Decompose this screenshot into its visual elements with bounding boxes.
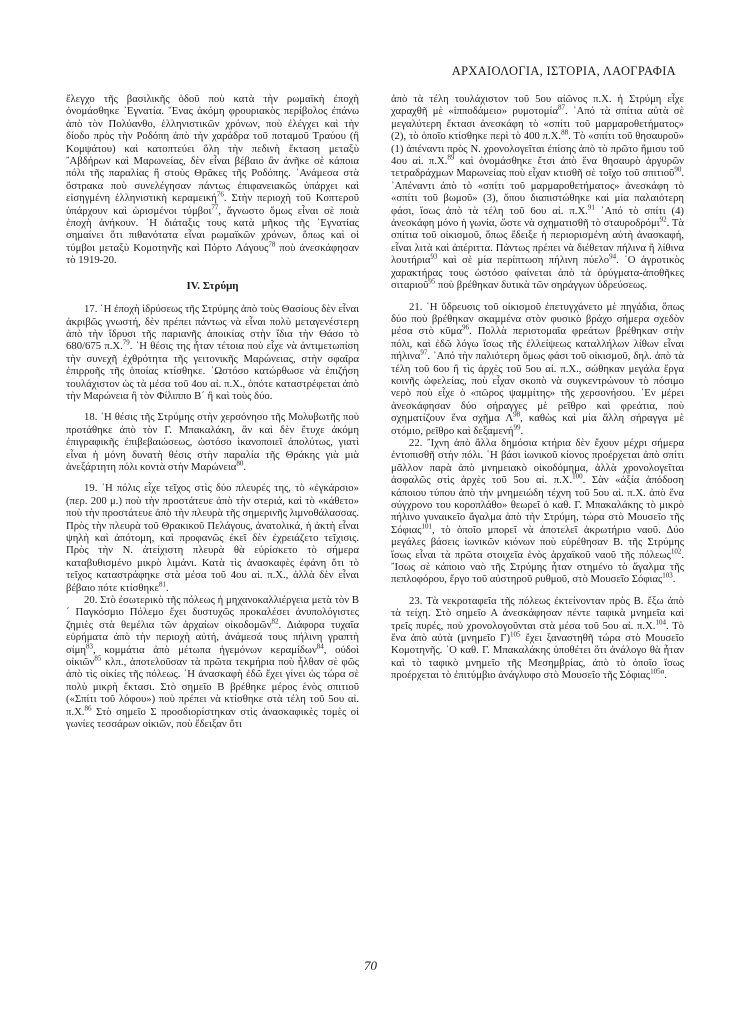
footnote-ref: 79 [122,338,130,347]
paragraph-20: 20. Στὸ ἐσωτερικὸ τῆς πόλεως ἡ μηχανοκαλλιέργεια μετὰ τὸν Β´ Παγκόσμιο Πόλεμο ἔχει δυστυχῶς προκαλέσει ἀνυπολόγιστες ζημιὲς στὰ θεμέλια τῶν ἀρχαίων οἰκοδομῶν$^{82}$. Διάφορα τυχαῖα εὑρήματα ἀπὸ τὴν περιοχὴ αὐτή, ἀνάμεσά τους πήλινη γραπτὴ σίμη$^{83}$, κομμάτια ἀπὸ μέτωπα ἡγεμόνων κεραμίδων$^{84}$, οὐδοὶ οἰκιῶν$^{85}$ κλπ., ἀποτελοῦσαν τὰ πρῶτα τεκμήρια ποὺ ἦλθαν σὲ φῶς ἀπὸ τὶς οἰκίες τῆς πόλεως. ῾Η ἀνασκαφὴ ἐδῶ ἔχει γίνει ὡς τώρα σὲ πολὺ μικρὴ ἔκτασι. Στὸ σημεῖο Β βρέθηκε μέρος ἑνὸς σπιτιοῦ («Σπίτι τοῦ λόφου») ποὺ πρέπει νὰ κτίσθηκε στὰ τέλη τοῦ 5ου αἰ. π.Χ.$^{86}$ Στὸ σημεῖο Σ προσδιορίστηκαν στὶς ἀνασκαφικὲς τομὲς οἱ γωνίες τεσσάρων οἰκιῶν, ποὺ ἔδειξαν ὅτι [66,594,359,731]
footnote-ref: 82 [271,617,279,626]
footnote-ref: 91 [587,203,595,212]
paragraph-18: 18. ῾Η θέσις τῆς Στρύμης στὴν χερσόνησο τῆς Μολυβωτῆς ποὺ προτάθηκε ἀπὸ τὸν Γ. Μπακαλάκη, ἂν καὶ δὲν ἔτυχε ἀκόμη ἐπιγραφικῆς ἐπιβεβαιώσεως, ὡστόσο ἱκανοποιεῖ ἀπολύτως, γιατὶ εἶναι ἡ μόνη δυνατὴ θέσις στὴν παραλία τῆς Θράκης γιὰ μιὰ ἀνεξάρτητη πόλι κοντὰ στὴν Μαρώνεια$^{80}$. [66,411,359,473]
footnote-ref: 105 [510,630,521,639]
footnote-ref: 81 [158,580,166,589]
footnote-ref: 76 [216,190,224,199]
paragraph-17: 17. ῾Η ἐποχὴ ἱδρύσεως τῆς Στρύμης ἀπὸ τοὺς Θασίους δὲν εἶναι ἀκριβῶς γνωστή, δὲν πρέπει πάντως νὰ εἶναι πολὺ μεταγενέστερη ἀπὸ τὴν ἵδρυσι τῆς παριανῆς ἀποικίας στὴν ἴδια τὴν Θάσο τὸ 680/675 π.Χ.$^{79}$. ῾Η θέσις της ἦταν τέτοια ποὺ εἶχε νὰ ἀντιμετωπίση τὴν συνεχῆ ἐχθρότητα τῆς γειτονικῆς Μαρώνειας, στὴν σφαῖρα ἐπιρροῆς τῆς ὁποίας κτίσθηκε. ᾿Ωστόσο κατώρθωσε νὰ ἐπιζήση τουλάχιστον ὡς τὰ μέσα τοῦ 4ου αἰ. π.Χ., ὁπότε καταστρέφεται ἀπὸ τὴν Μαρώνεια ἢ τὸν Φίλιππο Β´ ἢ καὶ τοὺς δύο. [66,303,359,402]
paragraph: ἔλεγχο τῆς βασιλικῆς ὁδοῦ ποὺ κατὰ τὴν ρωμαϊκὴ ἐποχὴ ὀνομάσθηκε ᾿Εγνατία. ῞Ενας ἀκόμη φρουριακὸς περίβολος ἐπάνω ἀπὸ τὸν Πολύανθο, ἑλληνιστικῶν χρόνων, ποὺ ἐλέγχει καὶ τὴν δίοδο πρὸς τὴν Ροδόπη ἀπὸ τὴν χαράδρα τοῦ ποταμοῦ Τραύου (ἢ Κομψάτου) καὶ κατοπτεύει ὅλη τὴν πεδινὴ ἔκταση μεταξὺ ῎Αβδήρων καὶ Μαρωνείας, δὲν εἶναι βέβαιο ἂν ἀνῆκε σὲ κάποια πόλι τῆς παραλίας ἢ στοὺς Θρᾶκες τῆς Ροδόπης. ᾿Ανάμεσα στὰ ὄστρακα ποὺ συνελέγησαν πάντως ἐπιφανειακῶς ὑπάρχει καὶ εἰσηγμένη ἑλληνιστικὴ κεραμεική$^{76}$. Στὴν περιοχὴ τοῦ Κοπτεροῦ ὑπάρχουν καὶ ὡρισμένοι τύμβοι$^{77}$, ἄγνωστο ὅμως εἶναι σὲ ποιὰ ἐποχὴ ἀνήκουν. ῾Η διάταξις τους κατὰ μῆκος τῆς ᾿Εγνατίας σημαίνει ὅτι πιθανότατα εἶναι ρωμαϊκῶν χρόνων, ὅπως καὶ οἱ τύμβοι μεταξὺ Κομοτηνῆς καὶ Πόρτο Λάγους$^{78}$ ποὺ ἀνεσκάφησαν τὸ 1919-20. [66,93,359,267]
page-number: 70 [364,958,377,973]
footnote-ref: 105α [650,667,665,676]
footnote-ref: 97 [420,348,428,357]
footnote-ref: 78 [268,240,276,249]
footnote-ref: 92 [659,215,667,224]
footnote-ref: 104 [655,618,666,627]
paragraph-19: 19. ῾Η πόλις εἶχε τεῖχος στὶς δύο πλευρές της, τὸ «ἐγκάρσιο» (περ. 200 μ.) ποὺ τὴν προστάτευε ἀπὸ τὴν στεριά, καὶ τὸ «κάθετο» ποὺ τὴν προστάτευε ἀπὸ τὴν πλευρὰ τῆς σημερινῆς λιμνοθάλασσας. Πρὸς τὴν πλευρὰ τοῦ Θρακικοῦ Πελάγους, ἀνατολικά, ἡ ἀκτὴ εἶναι ψηλὴ καὶ ἀπότομη, καὶ προφανῶς ἐκεῖ δὲν ἐχρειάζετο τεῖχισις. Πρὸς τὴν Ν. ἀτείχιστη πλευρὰ θὰ εὑρίσκετο τὸ σήμερα καταβυθισμένο μικρὸ λιμάνι. Κατὰ τὶς ἀνασκαφὲς ἐφάνη ὅτι τὸ τεῖχος καταστράφηκε στὰ μέσα τοῦ 4ου αἰ. π.Χ., ἀλλὰ δὲν εἶναι βέβαιο πότε κτίσθηκε$^{81}$. [66,482,359,594]
footnote-ref: 98 [513,410,521,419]
left-column [66,93,359,731]
footnote-ref: 86 [84,704,92,713]
footnote-ref: 77 [211,203,219,212]
footnote-ref: 100 [572,472,583,481]
footnote-ref: 99 [513,423,521,431]
paragraph-23: 23. Τὰ νεκροταφεῖα τῆς πόλεως ἐκτείνονταν πρὸς Β. ἔξω ἀπὸ τὰ τείχη. Στὸ σημεῖο Α ἀνεσκάφησαν πέντε ταφικὰ μνημεῖα καὶ τρεῖς πυρές, ποὺ χρονολογοῦνται στὰ μέσα τοῦ 5ου αἰ. π.Χ.$^{104}$. Τὸ ἕνα ἀπὸ αὐτὰ (μνημεῖο Γ)$^{105}$ ἔχει ξαναστηθῆ τώρα στὸ Μουσεῖο Κομοτηνῆς. ῾Ο καθ. Γ. Μπακαλάκης ὑποθέτει ὅτι ἀνάλογο θὰ ἦταν καὶ τὸ ταφικὸ μνημεῖο τῆς Μεσημβρίας, ἀπὸ τὸ ὁποῖο ἴσως προέρχεται τὸ ἐπιτύμβιο ἀνάγλυφο στὸ Μουσεῖο τῆς Σόφιας$^{105\alpha}$. [391,594,684,682]
footnote-ref: 89 [447,153,455,162]
footnote-ref: 83 [85,642,93,651]
footnote-ref: 96 [462,323,470,332]
footnote-ref: 95 [428,277,436,286]
footnote-ref: 93 [430,252,438,261]
footnote-ref: 101 [421,522,432,531]
paragraph-21: 21. ῾Η ὕδρευσις τοῦ οἰκισμοῦ ἐπετυγχάνετο μὲ πηγάδια, ὅπως δύο ποὺ βρέθηκαν σκαμμένα στὸν φυσικὸ βράχο σήμερα σχεδὸν μέσα στὸ κῦμα$^{96}$. Πολλὰ περιστομαῖα φρεάτων βρέθηκαν στὴν πόλι, καὶ ἐδῶ λόγω ἴσως τῆς ἐλλείψεως καταλλήλων λίθων εἶναι πήλινα$^{97}$. ᾿Από τὴν παλιότερη ὅμως φάσι τοῦ οἰκισμοῦ, δηλ. ἀπὸ τὰ τέλη τοῦ 6ου ἢ τὶς ἀρχὲς τοῦ 5ου αἰ. π.Χ., σώθηκαν μεγάλα ἔργα κοινῆς ὠφελείας, ποὺ εἶχαν σκοπὸ νὰ συγκεντρώνουν τὸ πόσιμο νερὸ ποὺ εἶχε ὁ «πῶρος ψαμμίτης» τῆς χερσονήσου. ᾿Εν μέρει ἀνεσκάφησαν δύο σήραγγες μὲ ρεῖθρο καὶ φρεάτια, ποὺ σχηματίζουν ἕνα σχῆμα $\Lambda^{98}$, καθὼς καὶ μία ἄλλη σήραγγα μὲ στόμιο, ρεῖθρο καὶ δεξαμενή$^{99}$. [391,300,684,437]
footnote-ref: 80 [236,459,244,468]
footnote-ref: 103 [662,571,673,580]
footnote-ref: 84 [316,642,324,651]
right-column [391,93,684,682]
footnote-ref: 90 [674,165,682,174]
footnote-ref: 87 [557,103,565,112]
footnote-ref: 85 [94,654,102,663]
section-title: IV. Στρύμη [186,279,239,292]
paragraph-22: 22. ῎Ιχνη ἀπὸ ἄλλα δημόσια κτήρια δὲν ἔχουν μέχρι σήμερα ἐντοπισθῆ στὴν πόλι. ῾Η βάσι ἰωνικοῦ κίονος προέρχεται ἀπὸ σπίτι μᾶλλον παρὰ ἀπὸ μνημειακὸ οἰκοδόμημα, ἀλλὰ χρονολογεῖται ἀσφαλῶς στὶς ἀρχὲς τοῦ 5ου αἰ. π.Χ.$^{100}$. Σὰν «ἀξία ἀπόδοση κάποιου τύπου ἀπὸ τὴν μνημειώδη τέχνη τοῦ 5ου αἰ. π.Χ. ἀπὸ ἕνα σύγχρονο του κοροπλάθο» θεωρεῖ ὁ καθ. Γ. Μπακαλάκης τὸ μικρὸ πήλινο γυναικεῖο ἄγαλμα ἀπὸ τὴν Στρύμη, τώρα στὸ Μουσεῖο τῆς Σόφιας$^{101}$, τὸ ὁποῖο μπορεῖ νὰ ἀποτελεῖ ἀκρωτήριο ναοῦ. Δύο μεγάλες βάσεις ἰωνικῶν κιόνων ποὺ εὑρέθησαν Β. τῆς Στρύμης ἴσως εἶναι τὰ πρῶτα στοιχεῖα ἑνὸς ἀρχαϊκοῦ ναοῦ τῆς πόλεως$^{102}$. ῎Ισως σὲ κάποιο ναὸ τῆς Στρύμης ἦταν στημένο τὸ ἄγαλμα τῆς πεπλοφόρου, ἔργο τοῦ αὐστηροῦ ρυθμοῦ, στὸ Μουσεῖο Σόφιας$^{103}$. [391,436,685,586]
footnote-ref: 102 [670,547,682,556]
footnote-ref: 88 [561,128,569,137]
footnote-ref: 94 [609,252,617,261]
running-head: ΑΡΧΑΙΟΛΟΓΙΑ, ΙΣΤΟΡΙΑ, ΛΑΟΓΡΑΦΙΑ [451,64,676,78]
paragraph-20-cont: ἀπὸ τὰ τέλη τουλάχιστον τοῦ 5ου αἰῶνος π.Χ. ἡ Στρύμη εἶχε χαραχθῆ μὲ «ἱπποδάμειο» ρυμοτομία$^{87}$. ᾿Από τὰ σπίτια αὐτὰ σὲ μεγαλύτερη ἔκτασι ἀνεσκάφη τὸ «σπίτι τοῦ μαρμαροθετήματος» (2), τὸ ὁποῖο κτίσθηκε περὶ τὸ 400 π.Χ.$^{88}$. Τὸ «σπίτι τοῦ θησαυροῦ» (1) ἀπέναντι πρὸς Ν. χρονολογεῖται ἐπίσης ἀπὸ τὸ πρῶτο ἥμισυ τοῦ 4ου αἰ. π.Χ.$^{89}$ καὶ ὀνομάσθηκε ἔτσι ἀπὸ ἕνα θησαυρὸ ἀργυρῶν τετραδράχμων Μαρωνείας ποὺ εἶχαν κτισθῆ σὲ τοῖχο τοῦ σπιτιοῦ$^{90}$. ᾿Απέναντι ἀπὸ τὸ «σπίτι τοῦ μαρμαροθετήματος» ἀνεσκάφη τὸ «σπίτι τοῦ βωμοῦ» (3), ὅπου διαπιστώθηκε καὶ μία παλαιότερη φάσι, ἴσως ἀπὸ τὰ τέλη τοῦ 6ου αἰ. π.Χ.$^{91}$ ᾿Από τὸ σπίτι (4) ἀνεσκάφη μόνο ἡ γωνία, ὥστε νὰ σχηματισθῆ τὸ σταυροδρόμι$^{92}$. Τὰ σπίτια τοῦ οἰκισμοῦ, ὅπως ἔδειξε ἡ περιορισμένη αὐτὴ ἀνασκαφή, εἶναι λιτὰ καὶ ἀπέριττα. Πάντως πρέπει νὰ διέθεταν πήλινα ἢ λίθινα λουτήρια$^{93}$ καὶ σὲ μία περίπτωση πήλινη πύελο$^{94}$. ῾Ο ἀγροτικὸς χαρακτήρας τους ὡστόσο φαίνεται ἀπὸ τὰ ὀρύγματα-ἀποθῆκες σιταριοῦ$^{95}$ ποὺ βρέθηκαν δυτικὰ τῶν σηράγγων ὑδρεύσεως. [391,93,685,292]
